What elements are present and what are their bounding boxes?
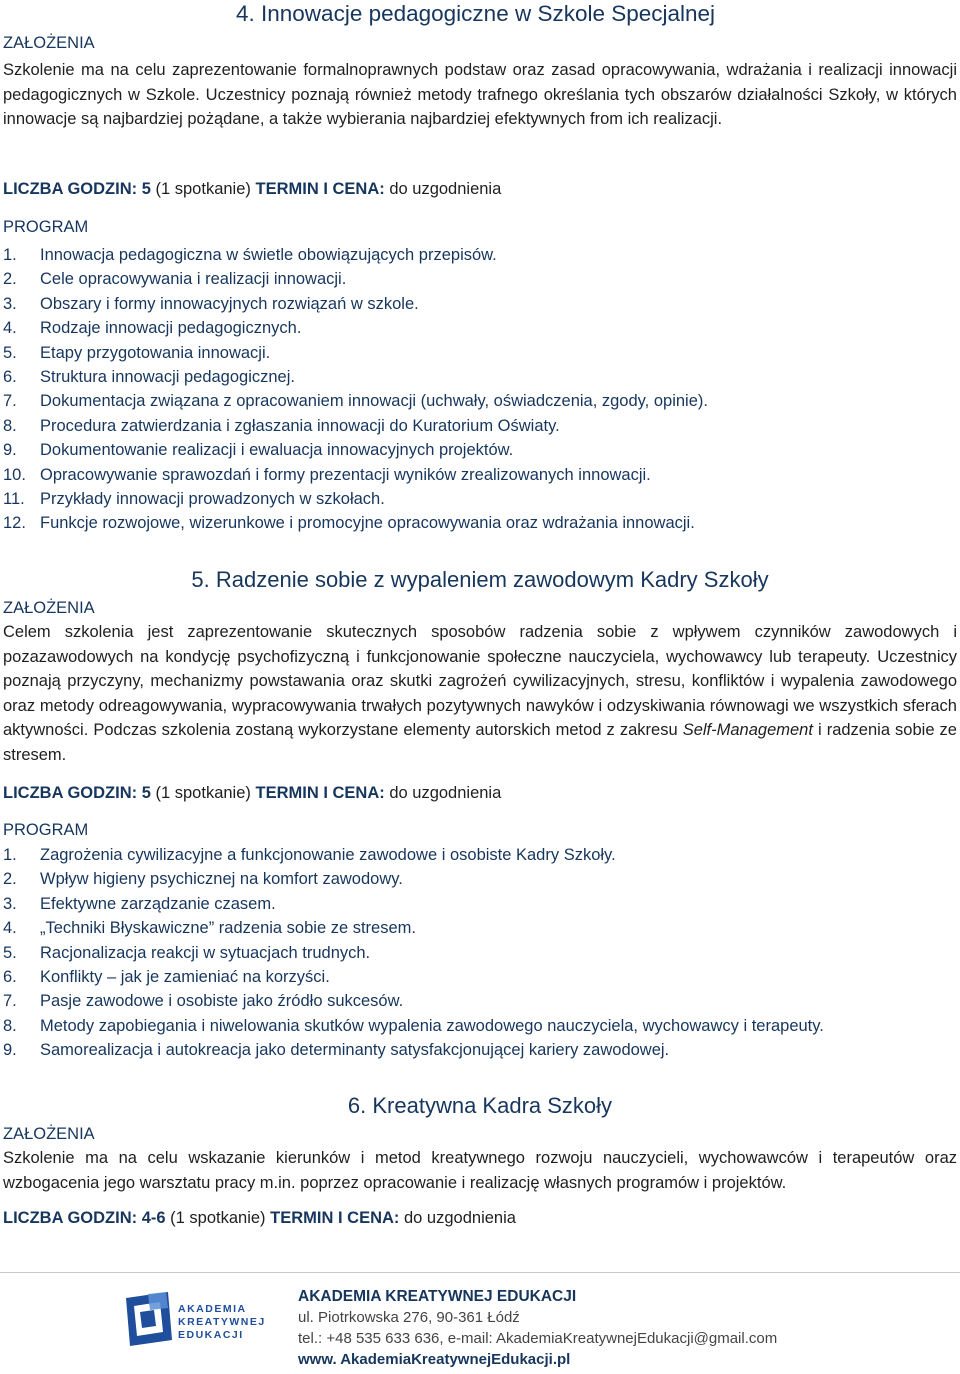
program-item-number: 6. <box>3 967 17 986</box>
section-5-description-italic: Self-Management <box>682 721 813 739</box>
program-item <box>3 463 708 487</box>
section-5-program-label: PROGRAM <box>3 821 89 839</box>
program-item-text: Innowacja pedagogiczna w świetle obowiązujących przepisów. <box>40 246 497 264</box>
program-item <box>3 243 708 267</box>
program-item-text: „Techniki Błyskawiczne” radzenia sobie ze stresem. <box>40 919 416 938</box>
section-5-description-end: i radzenia sobie ze stresem. <box>3 721 957 764</box>
hours-value: 4-6 <box>141 1209 166 1227</box>
program-item <box>3 916 824 940</box>
program-item <box>3 1014 824 1038</box>
logo-text-line-1: AKADEMIA <box>178 1303 247 1315</box>
program-item-number: 9. <box>3 441 17 460</box>
section-6-hours-line <box>3 1208 516 1228</box>
program-item-number: 4. <box>3 919 17 938</box>
program-item-text: Przykłady innowacji prowadzonych w szkołach. <box>40 489 385 508</box>
section-5-assumptions-label: ZAŁOŻENIA <box>3 599 95 617</box>
program-item <box>3 438 708 462</box>
term-value: do uzgodnienia <box>404 1209 516 1227</box>
program-item <box>3 292 708 316</box>
hours-label: LICZBA GODZIN: <box>3 784 138 802</box>
hours-label: LICZBA GODZIN: <box>3 180 138 198</box>
program-item-text: Cele opracowywania i realizacji innowacji. <box>40 270 347 289</box>
program-item-number: 12. <box>3 514 26 533</box>
hours-value: 5 <box>141 180 151 198</box>
program-item <box>3 341 708 365</box>
program-item <box>3 892 824 916</box>
program-item <box>3 867 824 891</box>
program-item-text: Racjonalizacja reakcji w sytuacjach trudnych. <box>40 943 371 962</box>
program-item-number: 3. <box>3 294 17 313</box>
section-6-title: 6. Kreatywna Kadra Szkoły <box>347 1093 613 1118</box>
program-item-text: Pasje zawodowe i osobiste jako źródło sukcesów. <box>40 992 404 1011</box>
program-item-number: 2. <box>3 870 17 889</box>
program-item-number: 4. <box>3 319 17 338</box>
program-item-text: Procedura zatwierdzania i zgłaszania innowacji do Kuratorium Oświaty. <box>40 416 560 435</box>
akademia-logo-icon <box>120 1288 270 1360</box>
section-4-hours-line <box>3 179 501 199</box>
section-6-description: Szkolenie ma na celu wskazanie kierunków i metod kreatywnego rozwoju nauczycieli, wychowawców i terapeutów oraz wzbogacenia jego warsztatu pracy m.in. poprzez opracowanie i realizację własnych programów i projektów. <box>3 1149 957 1192</box>
program-item-text: Wpływ higieny psychicznej na komfort zawodowy. <box>40 870 403 889</box>
program-item <box>3 941 824 965</box>
program-item <box>3 965 824 989</box>
sessions: (1 spotkanie) <box>170 1209 266 1227</box>
program-item-number: 11. <box>3 489 25 508</box>
program-item-number: 8. <box>3 1016 17 1035</box>
section-4-title: 4. Innowacje pedagogiczne w Szkole Specjalnej <box>236 1 716 26</box>
program-item-text: Metody zapobiegania i niwelowania skutków wypalenia zawodowego nauczyciela, wychowawcy i terapeuty. <box>40 1016 824 1035</box>
sessions: (1 spotkanie) <box>155 180 251 198</box>
footer-website-link[interactable]: www. AkademiaKreatywnejEdukacji.pl <box>298 1351 571 1368</box>
program-item-text: Dokumentowanie realizacji i ewaluacja innowacyjnych projektów. <box>40 441 514 460</box>
term-label: TERMIN I CENA: <box>270 1209 400 1227</box>
logo-text-line-3: EDUKACJI <box>178 1329 244 1341</box>
section-6-assumptions-label: ZAŁOŻENIA <box>3 1125 95 1143</box>
program-item-text: Zagrożenia cywilizacyjne a funkcjonowanie zawodowe i osobiste Kadry Szkoły. <box>40 846 616 864</box>
section-4-program-label: PROGRAM <box>3 218 89 236</box>
program-item <box>3 267 708 291</box>
program-item <box>3 365 708 389</box>
hours-value: 5 <box>141 784 151 802</box>
footer-org-name: AKADEMIA KREATYWNEJ EDUKACJI <box>298 1288 577 1305</box>
program-item <box>3 316 708 340</box>
program-item-number: 9. <box>3 1041 17 1060</box>
term-value: do uzgodnienia <box>389 784 502 802</box>
section-5-hours-line <box>3 783 501 803</box>
program-item-text: Funkcje rozwojowe, wizerunkowe i promocyjne opracowywania oraz wdrażania innowacji. <box>40 514 695 533</box>
program-item <box>3 414 708 438</box>
section-4-program-list <box>3 243 708 536</box>
section-5-title: 5. Radzenie sobie z wypaleniem zawodowym Kadry Szkoły <box>191 567 769 592</box>
program-item-number: 1. <box>3 846 17 864</box>
program-item-text: Dokumentacja związana z opracowaniem innowacji (uchwały, oświadczenia, zgody, opinie). <box>40 392 708 411</box>
program-item <box>3 389 708 413</box>
footer-divider <box>0 1272 960 1273</box>
program-item-number: 7. <box>3 392 17 411</box>
sessions: (1 spotkanie) <box>155 784 251 802</box>
section-5-program-list <box>3 843 824 1063</box>
program-item <box>3 487 708 511</box>
program-item-text: Etapy przygotowania innowacji. <box>40 343 271 362</box>
section-5-description <box>3 620 957 767</box>
section-4-description: Szkolenie ma na celu zaprezentowanie formalnoprawnych podstaw oraz zasad opracowywania, wdrażania i realizacji innowacji pedagogicznych w Szkole. Uczestnicy poznają również metody trafnego określania tych obszarów działalności Szkoły, w których innowacje są najbardziej pożądane, a także wybierania najbardziej efektywnych from ich realizacji. <box>3 61 957 128</box>
program-item-text: Rodzaje innowacji pedagogicznych. <box>40 319 302 338</box>
term-label: TERMIN I CENA: <box>255 784 385 802</box>
section-5-description-main: Celem szkolenia jest zaprezentowanie skutecznych sposobów radzenia sobie z wpływem czynników zawodowych i pozazawodowych na kondycję psychofizyczną i funkcjonowanie społeczne nauczyciela, wychowawcy lub terapeuty. Uczestnicy poznają przyczyny, mechanizmy powstawania oraz skutki zagrożeń cywilizacyjnych, stresu, konfliktów i wypalenia zawodowego oraz metody odreagowywania, wypracowywania trwałych pozytywnych nawyków i odzyskiwania równowagi we wszystkich sferach aktywności. Podczas szkolenia zostaną wykorzystane elementy autorskich metod z zakresu <box>3 623 957 739</box>
program-item-number: 1. <box>3 246 17 264</box>
program-item-number: 10. <box>3 465 26 484</box>
program-item-number: 7. <box>3 992 17 1011</box>
program-item <box>3 511 708 535</box>
term-label: TERMIN I CENA: <box>255 180 385 198</box>
program-item-text: Opracowywanie sprawozdań i formy prezentacji wyników zrealizowanych innowacji. <box>40 465 651 484</box>
program-item-number: 5. <box>3 343 17 362</box>
program-item-text: Efektywne zarządzanie czasem. <box>40 894 276 913</box>
program-item <box>3 989 824 1013</box>
footer-contact-line[interactable]: tel.: +48 535 633 636, e-mail: AkademiaKreatywnejEdukacji@gmail.com <box>298 1330 778 1347</box>
program-item-number: 8. <box>3 416 17 435</box>
term-value: do uzgodnienia <box>389 180 502 198</box>
program-item-number: 6. <box>3 367 17 386</box>
footer-contact <box>298 1286 777 1370</box>
program-item-number: 5. <box>3 943 17 962</box>
logo-text-line-2: KREATYWNEJ <box>178 1316 266 1328</box>
hours-label: LICZBA GODZIN: <box>3 1209 138 1227</box>
program-item-text: Konflikty – jak je zamieniać na korzyści. <box>40 967 330 986</box>
program-item-number: 3. <box>3 894 17 913</box>
program-item <box>3 1038 824 1062</box>
program-item-text: Samorealizacja i autokreacja jako determinanty satysfakcjonującej kariery zawodowej. <box>40 1041 670 1060</box>
program-item <box>3 843 824 867</box>
section-4-assumptions-label: ZAŁOŻENIA <box>3 34 95 52</box>
program-item-text: Struktura innowacji pedagogicznej. <box>40 367 295 386</box>
program-item-number: 2. <box>3 270 17 289</box>
footer-address: ul. Piotrkowska 276, 90-361 Łódź <box>298 1309 520 1326</box>
program-item-text: Obszary i formy innowacyjnych rozwiązań w szkole. <box>40 294 419 313</box>
